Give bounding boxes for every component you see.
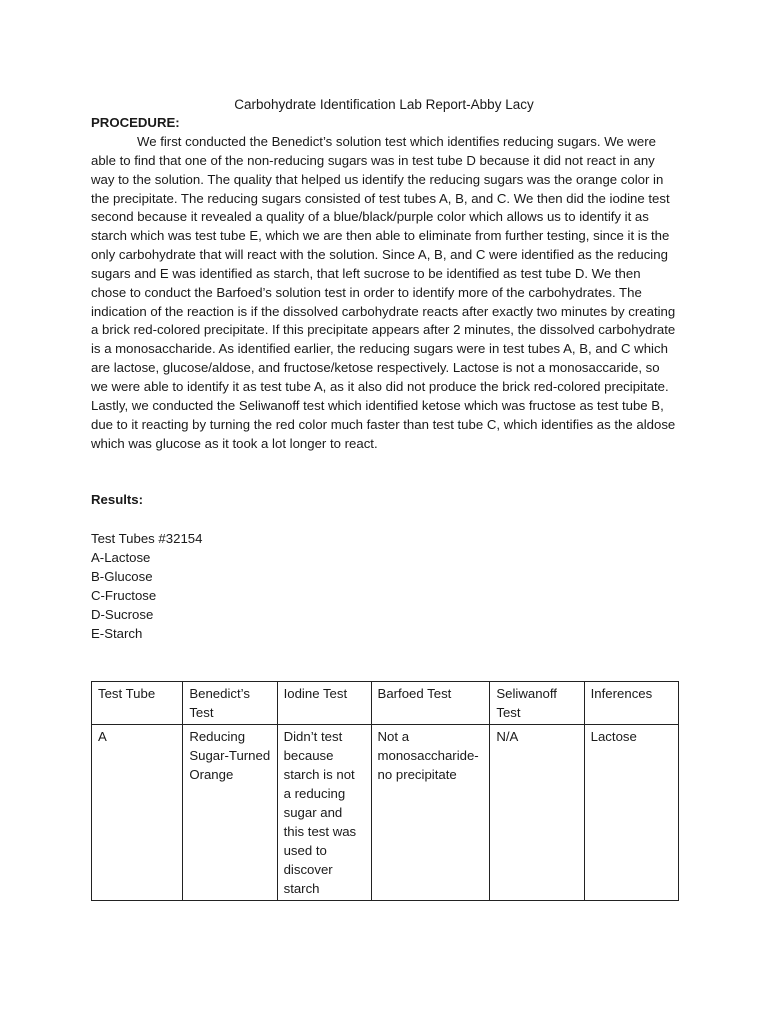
cell-barfoed-test: Not a monosaccharide-no precipitate xyxy=(371,725,490,901)
cell-test-tube: A xyxy=(92,725,183,901)
header-test-tube: Test Tube xyxy=(92,682,183,725)
header-barfoed-test: Barfoed Test xyxy=(371,682,490,725)
document-title: Carbohydrate Identification Lab Report-Abby Lacy xyxy=(234,97,534,112)
test-tubes-label: Test Tubes #32154 xyxy=(91,531,203,546)
results-heading: Results: xyxy=(91,492,144,507)
list-item: A-Lactose xyxy=(91,550,151,565)
header-inferences: Inferences xyxy=(584,682,678,725)
procedure-paragraph: We first conducted the Benedict’s solution test which identifies reducing sugars. We were able to find that one of the non-reducing sugars was in test tube D because it did not react in any way to the solution. The quality that helped us identify the reducing sugars was the orange color in the precipitate. The reducing sugars consisted of test tubes A, B, and C. We then did the iodine test second because it revealed a quality of a blue/black/purple color which allows us to identify it as starch which was test tube E, which we are then able to eliminate from further testing, since it is the only carbohydrate that will react with the solution. Since A, B, and C were identified as the reducing sugars and E was identified as starch, that left sucrose to be identified as test tube D. We then chose to conduct the Barfoed’s solution test in order to identify more of the carbohydrates. The indication of the reaction is if the dissolved carbohydrate reacts after exactly two minutes by creating a brick red-colored precipitate. If this precipitate appears after 2 minutes, the dissolved carbohydrate is a monosaccharide. As identified earlier, the reducing sugars were in test tubes A, B, and C which are lactose, glucose/aldose, and fructose/ketose respectively. Lactose is not a monosaccaride, so we were able to identify it as test tube A, as it also did not produce the brick red-colored precipitate. Lastly, we conducted the Seliwanoff test which identified ketose which was fructose as test tube B, due to it reacting by turning the red color much faster than test tube C, which identifies as the aldose which was glucose as it took a lot longer to react. xyxy=(91,134,676,451)
header-iodine-test: Iodine Test xyxy=(277,682,371,725)
results-table xyxy=(91,681,679,901)
cell-benedicts-test: Reducing Sugar-Turned Orange xyxy=(183,725,277,901)
list-item: D-Sucrose xyxy=(91,607,154,622)
test-tube-list xyxy=(91,529,679,643)
header-benedicts-test: Benedict’s Test xyxy=(183,682,277,725)
cell-iodine-test: Didn’t test because starch is not a reducing sugar and this test was used to discover starch xyxy=(277,725,371,901)
list-item: E-Starch xyxy=(91,626,143,641)
list-item: C-Fructose xyxy=(91,588,157,603)
list-item: B-Glucose xyxy=(91,569,153,584)
cell-seliwanoff-test: N/A xyxy=(490,725,584,901)
cell-inferences: Lactose xyxy=(584,725,678,901)
table-header-row xyxy=(92,682,679,725)
header-seliwanoff-test: Seliwanoff Test xyxy=(490,682,584,725)
table-row xyxy=(92,725,679,901)
procedure-heading: PROCEDURE: xyxy=(91,115,180,130)
